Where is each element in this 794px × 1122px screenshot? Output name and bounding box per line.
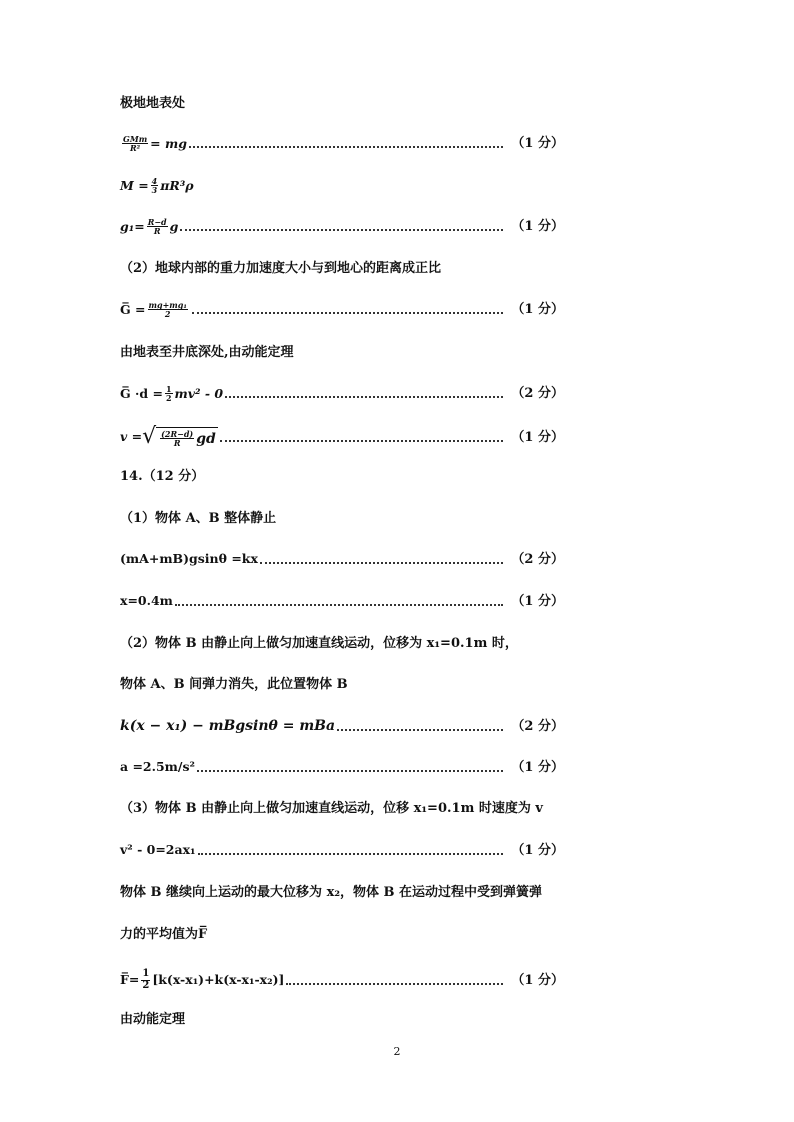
- denominator: R: [153, 226, 161, 237]
- equation-line: [120, 426, 564, 448]
- numerator: (2R−d): [161, 428, 194, 439]
- equation-line: [120, 761, 564, 774]
- equation-line: [120, 301, 564, 319]
- equation-line: [120, 595, 564, 608]
- denominator: 2: [164, 309, 171, 320]
- text-content: 极地地表处: [120, 96, 186, 111]
- text-line: [120, 802, 564, 815]
- dot-leader: [337, 728, 503, 731]
- score-label: （2 分）: [511, 386, 564, 402]
- numerator: 4: [151, 176, 158, 186]
- text-content: （1）物体 A、B 整体静止: [120, 511, 277, 526]
- fraction: [147, 218, 168, 236]
- score-label: （1 分）: [511, 302, 564, 318]
- equation: [120, 135, 187, 153]
- score-label: （1 分）: [511, 429, 564, 445]
- equation-rest: = mg: [150, 135, 187, 151]
- text-content: 由地表至井底深处,由动能定理: [120, 345, 294, 360]
- text-line: [120, 678, 564, 691]
- fraction: [151, 177, 159, 195]
- equation-rest: gd: [196, 430, 216, 447]
- fraction: [148, 301, 188, 319]
- dot-leader: [225, 395, 503, 398]
- dot-leader: [260, 561, 504, 564]
- numerator: R−d: [147, 217, 167, 227]
- fraction: [141, 969, 150, 991]
- numerator: mg+mg₁: [148, 300, 187, 310]
- text-content: 14.（12 分）: [120, 469, 205, 484]
- denominator: 2: [142, 979, 150, 991]
- dot-leader: [175, 603, 504, 606]
- denominator: R²: [130, 143, 141, 154]
- equation-rest: πR³ρ: [160, 177, 194, 193]
- equation: [120, 301, 190, 319]
- question-heading: [120, 470, 564, 483]
- fraction: [122, 135, 148, 153]
- numerator: 1: [165, 384, 172, 394]
- numerator: 1: [142, 968, 150, 979]
- equation-rest: mv² - 0: [174, 385, 224, 401]
- equation: k(x − x₁) − mBgsinθ = mBa: [120, 718, 336, 734]
- denominator: 3: [151, 185, 158, 196]
- equation-rest: g: [169, 218, 179, 234]
- dot-leader: [286, 982, 503, 985]
- equation-line: [120, 385, 564, 403]
- text-line: [120, 928, 564, 941]
- text-line: [120, 637, 564, 650]
- equation-rest: [k(x-x₁)+k(x-x₁-x₂)]: [152, 971, 285, 987]
- denominator: R: [173, 438, 181, 448]
- text-content: （2）地球内部的重力加速度大小与到地心的距离成正比: [120, 261, 442, 276]
- equation-line: [120, 177, 564, 195]
- equation: [120, 969, 284, 991]
- score-label: （1 分）: [511, 594, 564, 609]
- score-label: （2 分）: [511, 718, 564, 734]
- equation-line: [120, 218, 564, 236]
- text-line: [120, 262, 564, 275]
- equation-line: [120, 844, 564, 857]
- equation: x=0.4m: [120, 593, 173, 609]
- dot-leader: [198, 852, 504, 855]
- equation-lhs: M =: [120, 177, 149, 193]
- equation: [120, 385, 223, 403]
- equation: [120, 426, 218, 448]
- dot-leader: [192, 311, 504, 314]
- fraction: [160, 430, 194, 448]
- equation: [120, 177, 194, 195]
- equation-lhs: G̅ =: [120, 301, 146, 317]
- radicand: [156, 427, 218, 448]
- score-label: （2 分）: [511, 552, 564, 567]
- score-label: （1 分）: [511, 219, 564, 235]
- score-label: （1 分）: [511, 760, 564, 775]
- score-label: （1 分）: [511, 972, 564, 988]
- dot-leader: [180, 228, 503, 231]
- text-content: （3）物体 B 由静止向上做匀加速直线运动，位移 x₁=0.1m 时速度为 v: [120, 801, 543, 816]
- page-number: 2: [393, 1045, 401, 1058]
- equation-lhs: F̅=: [120, 971, 140, 987]
- text-line: [120, 1013, 564, 1026]
- equation: (mA+mB)gsinθ =kx: [120, 551, 258, 567]
- equation-line: [120, 135, 564, 153]
- text-line: [120, 346, 564, 359]
- equation-line: [120, 969, 564, 991]
- equation: [120, 218, 178, 236]
- equation-lhs: G̅ ·d =: [120, 385, 163, 401]
- dot-leader: [189, 145, 503, 148]
- denominator: 2: [165, 393, 172, 404]
- square-root: [142, 426, 218, 448]
- text-content: 力的平均值为F̅: [120, 927, 208, 942]
- equation: v² - 0=2ax₁: [120, 842, 196, 858]
- text-line: [120, 512, 564, 525]
- equation-lhs: g₁=: [120, 218, 145, 234]
- text-content: 物体 B 继续向上运动的最大位移为 x₂，物体 B 在运动过程中受到弹簧弹: [120, 885, 543, 900]
- dot-leader: [220, 439, 504, 442]
- text-line: [120, 97, 564, 110]
- text-content: 由动能定理: [120, 1012, 186, 1027]
- dot-leader: [197, 769, 503, 772]
- score-label: （1 分）: [511, 136, 564, 152]
- text-content: （2）物体 B 由静止向上做匀加速直线运动，位移为 x₁=0.1m 时，: [120, 636, 518, 651]
- text-content: 物体 A、B 间弹力消失，此位置物体 B: [120, 677, 348, 692]
- text-line: [120, 886, 564, 899]
- numerator: GMm: [123, 134, 148, 144]
- equation-line: [120, 553, 564, 566]
- score-label: （1 分）: [511, 843, 564, 858]
- equation-line: [120, 719, 564, 733]
- equation-lhs: v =: [120, 428, 143, 444]
- fraction: [165, 385, 173, 403]
- equation: a =2.5m/s²: [120, 759, 195, 775]
- radical-sign: √: [142, 424, 157, 449]
